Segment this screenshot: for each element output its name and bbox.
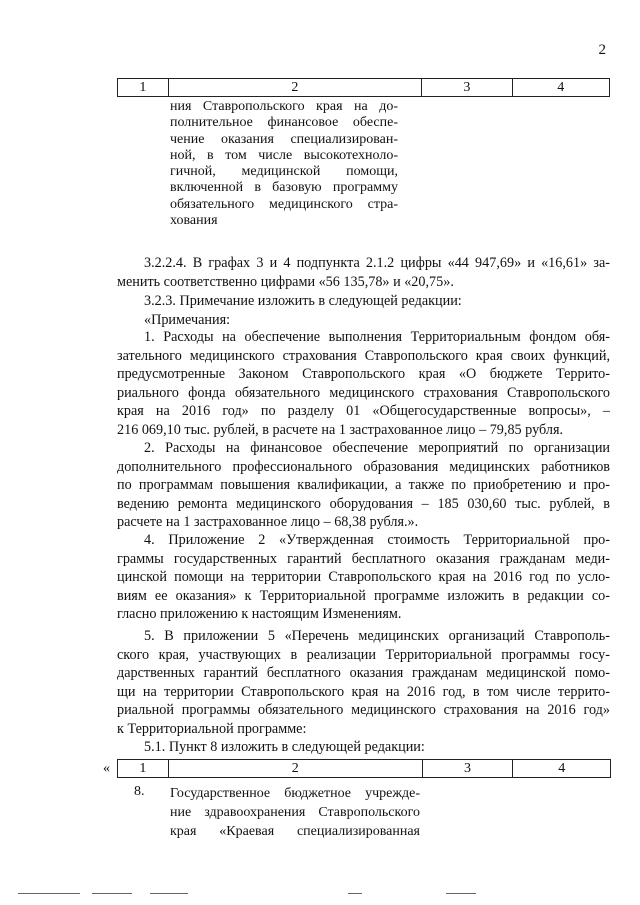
scan-mark [18,893,80,894]
text-line: 4. Приложение 2 «Утвержденная стоимость Территориальной про- [144,532,610,548]
bottom-table-header [117,759,611,778]
bottom-table-row-number: 8. [134,784,145,799]
text-line: 5. В приложении 5 «Перечень медицинских организаций Ставрополь- [144,628,610,644]
cell-line: хования [170,213,218,229]
text-line: 216 069,10 тыс. рублей, в расчете на 1 застрахованное лицо – 79,85 рубля. [117,421,564,438]
text-line: расчете на 1 застрахованное лицо – 68,38 рубля.». [117,514,419,531]
notes-heading: «Примечания: [144,311,231,328]
text-line: 1. Расходы на обеспечение выполнения Территориальным фондом обя- [144,329,610,345]
cell-line: обязательного медицинского стра- [170,196,398,212]
open-quote: « [103,761,110,776]
note-2 [117,439,610,532]
paragraph-4 [117,531,610,624]
text-line: 3.2.3. Примечание изложить в следующей редакции: [144,293,462,309]
paragraph-3-2-2-4 [117,254,610,291]
scan-mark [150,893,188,894]
paragraph-5 [117,627,610,739]
text-line: цинской помощи на территории Ставропольского края на 2016 год по усло- [117,569,610,586]
bottom-table-wrap [103,759,611,778]
top-table-col-1: 1 [118,79,169,97]
row-line: ние здравоохранения Ставропольского [170,805,420,820]
row-line: края «Краевая специализированная [170,824,420,839]
top-table-col-4: 4 [512,79,609,97]
text-line: дарственных гарантий бесплатного оказания гражданам медицинской помо- [117,665,610,682]
bottom-table-col-3: 3 [422,760,513,778]
scan-mark [348,893,362,894]
text-line: риальной программы обязательного медицинского страхования на 2016 год» [117,702,610,719]
bottom-table-col-1: 1 [118,760,169,778]
bottom-table-col-4: 4 [513,760,611,778]
text-line: гласно приложению к настоящим Изменениям. [117,606,402,623]
cell-line: ной, в том числе высокотехноло- [170,147,398,163]
top-table-header [117,78,610,97]
row-line: Государственное бюджетное учрежде- [170,786,420,801]
text-line: риального фонда обязательного медицинского страхования Ставропольского [117,384,610,401]
note-1 [117,328,610,440]
text-line: дополнительного профессионального образования медицинских работников [117,458,610,475]
text-line: 3.2.2.4. В графах 3 и 4 подпункта 2.1.2 цифры «44 947,69» и «16,61» за- [144,255,610,271]
top-table-cell-text [170,99,398,229]
text-line: края на 2016 год» по разделу 01 «Общегосударственные вопросы», – [117,403,610,420]
text-line: зательного медицинского страхования Ставропольского края своих функций, [117,347,610,364]
text-line: щи на территории Ставропольского края на 2016 год, в том числе террито- [117,683,610,700]
bottom-table-row-text [170,784,420,841]
text-line: по программам повышения квалификации, а также по приобретению и про- [117,477,610,494]
bottom-table-col-2: 2 [168,760,422,778]
scan-mark [446,893,476,894]
text-line: к Территориальной программе: [117,720,307,737]
paragraph-5-1 [117,738,610,757]
paragraph-3-2-3 [117,292,610,329]
cell-line: полнительное финансовое обеспе- [170,115,398,131]
text-line: 5.1. Пункт 8 изложить в следующей редакции: [144,739,425,755]
text-line: граммы государственных гарантий бесплатного оказания гражданам меди- [117,550,610,567]
text-line: ского края, участвующих в реализации Территориальной программы госу- [117,646,610,663]
text-line: ведению ремонта медицинского оборудования – 185 030,60 тыс. рублей, в [117,495,610,512]
cell-line: чение оказания специализирован- [170,131,398,147]
page-number: 2 [598,42,606,58]
top-table-col-3: 3 [422,79,512,97]
text-line: виям ее оказания» к Территориальной программе изложить в редакции со- [117,587,610,604]
text-line: предусмотренные Законом Ставропольского края «О бюджете Террито- [117,366,610,383]
text-line: 2. Расходы на финансовое обеспечение мероприятий по организации [144,440,610,456]
cell-line: ния Ставропольского края на до- [170,99,398,114]
top-table-col-2: 2 [168,79,421,97]
scan-mark [92,893,132,894]
cell-line: гичной, медицинской помощи, [170,164,398,180]
text-line: менить соответственно цифрами «56 135,78» и «20,75». [117,273,454,290]
cell-line: включенной в базовую программу [170,180,398,196]
